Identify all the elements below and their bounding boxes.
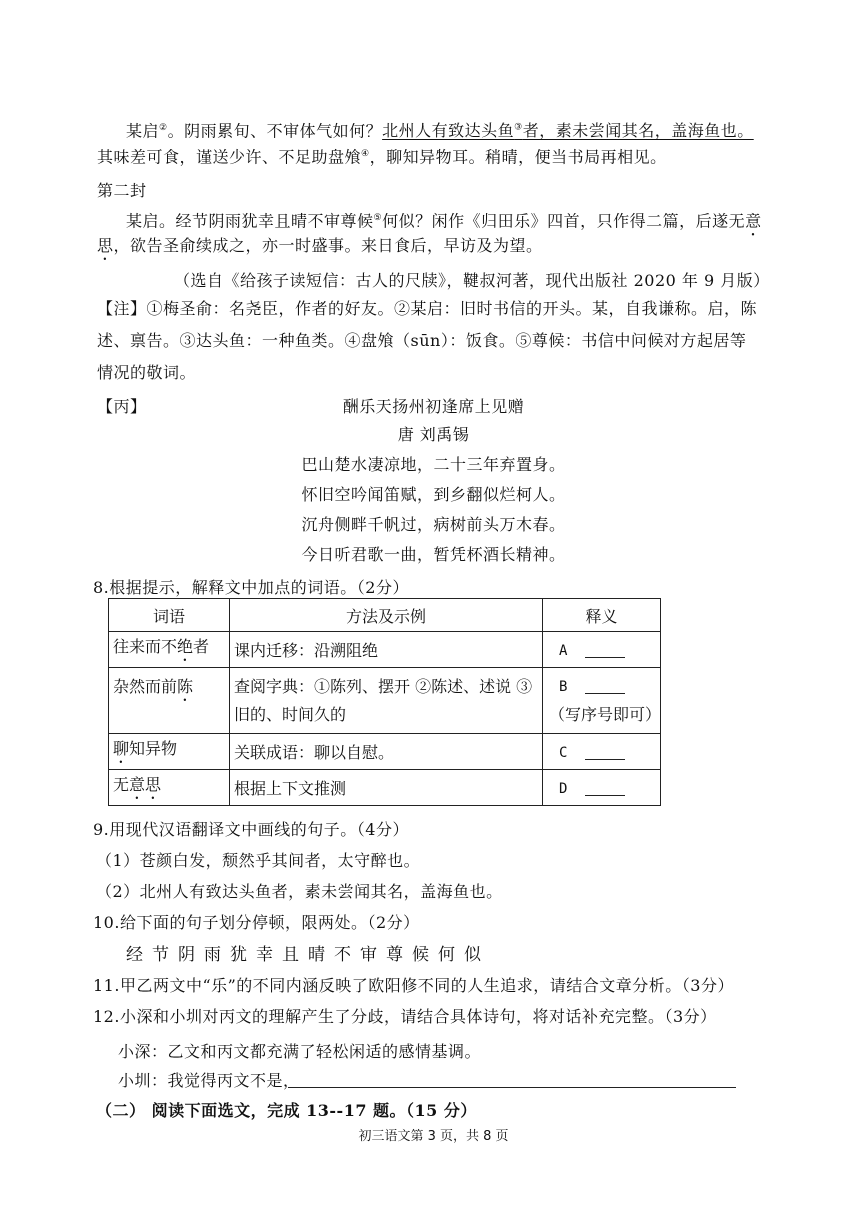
poem-line: 巴山楚水凄凉地，二十三年弃置身。 (301, 455, 566, 474)
method-cell: 根据上下文推测 (230, 770, 543, 806)
column-header: 方法及示例 (230, 599, 543, 632)
page-footer: 初三语文第 3 页，共 8 页 (358, 1129, 509, 1144)
text-segment: 知异物 (129, 739, 178, 758)
answer-label: D (559, 781, 568, 797)
method-cell: 关联成语：聊以自慰。 (230, 734, 543, 770)
table-header-row (109, 599, 661, 632)
footnote-mark: ② (159, 123, 168, 133)
question-10-sentence: 经节阴雨犹幸且晴不审尊候何似 (126, 945, 490, 965)
poem-line: 今日听君歌一曲，暂凭杯酒长精神。 (301, 545, 566, 564)
dialogue-xiaoshen: 小深：乙文和丙文都充满了轻松闲适的感情基调。 (118, 1042, 482, 1061)
underlined-sentence (382, 121, 754, 140)
letter2-line1 (126, 208, 762, 239)
dotted-word: 绝 (177, 637, 194, 656)
footnote-mark: ④ (361, 149, 370, 159)
answer-blank[interactable] (585, 781, 625, 796)
source-citation: （选自《给孩子读短信：古人的尺牍》，鞬叔河著，现代出版社 2020 年 9 月版） (174, 271, 770, 290)
question-8: 8.根据提示，解释文中加点的词语。（2分） (93, 578, 409, 597)
column-header: 词语 (109, 599, 230, 632)
dotted-word: 意 (745, 211, 762, 231)
letter2-heading: 第二封 (97, 181, 147, 200)
letter1-line2 (97, 144, 667, 167)
footnote-mark: ③ (514, 123, 523, 133)
answer-blank[interactable] (585, 643, 625, 658)
dotted-word: 意思 (129, 775, 162, 794)
word-cell (109, 770, 230, 806)
letter1-line1 (126, 118, 754, 141)
footnote-mark: ⑤ (373, 213, 383, 223)
text-segment: 杂然而前 (113, 677, 178, 696)
table-row (109, 734, 661, 770)
question-9-sentence-1: （1）苍颜白发，颓然乎其间者，太守醉也。 (96, 851, 421, 870)
answer-cell (543, 632, 661, 668)
dotted-word: 思 (97, 236, 114, 255)
letter2-line2 (97, 236, 543, 264)
text-segment: ，欲告圣俞续成之，亦一时盛事。来日食后，早访及为望。 (113, 236, 543, 255)
text-segment: 者 (193, 637, 210, 656)
text-segment: 某启。经节阴雨犹幸且晴不审尊候 (126, 211, 374, 231)
question-12: 12.小深和小圳对丙文的理解产生了分歧，请结合具体诗句，将对话补充完整。（3分） (93, 1007, 717, 1026)
question-11: 11.甲乙两文中“乐”的不同内涵反映了欧阳修不同的人生追求，请结合文章分析。（3分） (93, 976, 734, 995)
notes-line1: 【注】①梅圣俞：名尧臣，作者的好友。②某启：旧时书信的开头。某，自我谦称。启，陈 (97, 299, 758, 318)
notes-line3: 情况的敬词。 (97, 363, 197, 382)
answer-cell (543, 734, 661, 770)
answer-note: （写序号即可） (549, 705, 662, 724)
answer-cell (543, 668, 661, 734)
text-segment: 往来而不 (113, 637, 178, 656)
word-cell (109, 668, 230, 734)
text-segment: 者，素未尝闻其名，盖海鱼也。 (522, 121, 754, 141)
question-9-sentence-2: （2）北州人有致达头鱼者，素未尝闻其名，盖海鱼也。 (96, 882, 503, 901)
dotted-word: 陈 (177, 677, 194, 696)
method-cell: 课内迁移：沿溯阻绝 (230, 632, 543, 668)
question-9: 9.用现代汉语翻译文中画线的句子。（4分） (93, 820, 409, 839)
poem-title: 酬乐天扬州初逢席上见赠 (342, 397, 525, 416)
word-cell (109, 632, 230, 668)
table-row (109, 770, 661, 806)
table-row (109, 632, 661, 668)
answer-blank[interactable] (585, 679, 625, 694)
word-cell (109, 734, 230, 770)
text-segment: 何似？闲作《归田乐》四首，只作得二篇，后遂无 (382, 211, 746, 231)
column-header: 释义 (543, 599, 661, 632)
dialogue-xiaozhen: 小圳：我觉得丙文不是， (118, 1071, 300, 1090)
poem-label: 【丙】 (97, 397, 147, 416)
question-10: 10.给下面的句子划分停顿，限两处。（2分） (93, 913, 420, 932)
answer-label: C (559, 745, 568, 761)
answer-label: B (559, 679, 568, 695)
text-segment: ，聊知异物耳。稍晴，便当书局再相见。 (369, 147, 667, 167)
poem-author: 唐 刘禹锡 (397, 425, 470, 444)
answer-label: A (559, 643, 568, 659)
poem-line: 怀旧空吟闻笛赋，到乡翻似烂柯人。 (301, 485, 566, 504)
answer-blank[interactable] (585, 745, 625, 760)
table-row (109, 668, 661, 734)
text-segment: 北州人有致达头鱼 (382, 121, 515, 141)
method-cell: 查阅字典：①陈列、摆开 ②陈述、述说 ③旧的、时间久的 (230, 668, 543, 734)
dotted-word: 聊 (113, 739, 130, 758)
section-2-heading: （二） 阅读下面选文，完成 13--17 题。（15 分） (96, 1101, 477, 1120)
answer-blank-line[interactable] (288, 1087, 736, 1088)
text-segment: 无 (113, 775, 130, 794)
poem-line: 沉舟侧畔千帆过，病树前头万木春。 (301, 515, 566, 534)
vocab-table (108, 598, 661, 806)
notes-line2: 述、禀告。③达头鱼：一种鱼类。④盘飧（sūn）：饭食。⑤尊候：书信中问候对方起居等 (97, 331, 747, 350)
text-segment: 。阴雨累旬、不审体气如何？ (167, 121, 383, 141)
answer-cell (543, 770, 661, 806)
text-segment: 某启 (126, 121, 160, 141)
text-segment: 其味差可食，谨送少许、不足助盘飧 (97, 147, 362, 167)
